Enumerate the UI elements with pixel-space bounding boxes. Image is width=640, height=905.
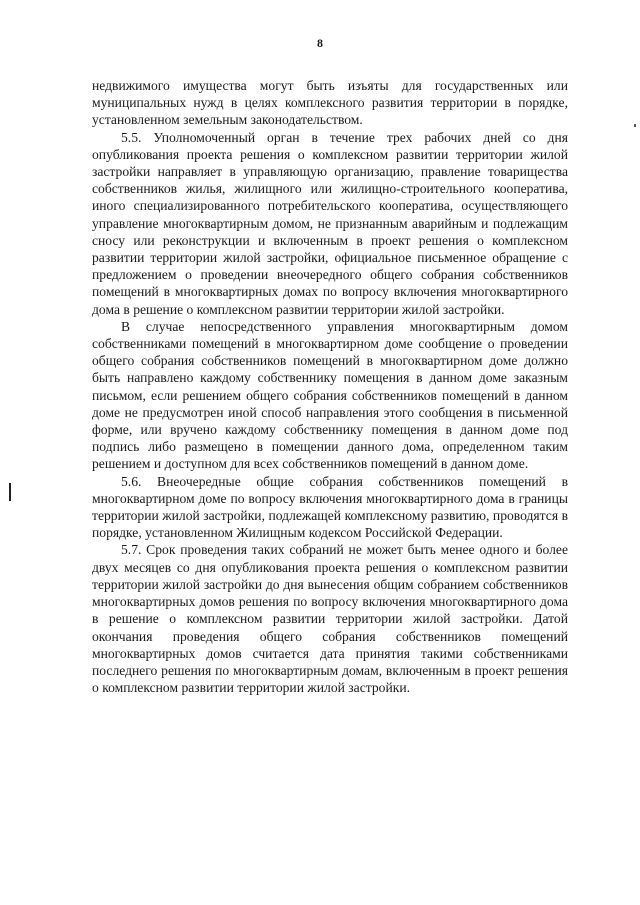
- paragraph-5-6: 5.6. Внеочередные общие собрания собственников помещений в многоквартирном доме по вопросу включения многоквартирного дома в границы территории жилой застройки, подлежащей комплексному развитию, проводятся в порядке, установленном Жилищным кодексом Российской Федерации.: [92, 473, 568, 541]
- paragraph-direct-management: В случае непосредственного управления многоквартирным домом собственниками помещений в многоквартирном доме сообщение о проведении общего собрания собственников помещений в многоквартирном доме должно быть направлено каждому собственнику помещения в данном доме заказным письмом, если решением общего собрания собственников помещений в данном доме не предусмотрен иной способ направления этого сообщения в письменной форме, или вручено каждому собственнику помещения в данном доме под подпись либо размещено в помещении данного дома, определенном таким решением и доступном для всех собственников помещений в данном доме.: [92, 318, 568, 472]
- paragraph-continuation: недвижимого имущества могут быть изъяты для государственных или муниципальных нужд в целях комплексного развития территории в порядке, установленном земельным законодательством.: [92, 78, 568, 128]
- margin-scan-mark: [9, 483, 11, 501]
- document-body: [92, 77, 568, 696]
- page-number: 8: [317, 36, 323, 50]
- margin-scan-mark-right: [634, 124, 636, 127]
- paragraph-5-7: 5.7. Срок проведения таких собраний не может быть менее одного и более двух месяцев со дня опубликования проекта решения о комплексном развитии территории жилой застройки до дня вынесения общим собранием собственников многоквартирных домов решения по вопросу включения многоквартирного дома в решение о комплексном развитии территории жилой застройки. Датой окончания проведения общего собрания собственников помещений многоквартирных домов считается дата принятия такими собственниками последнего решения по многоквартирным домам, включенным в проект решения о комплексном развитии территории жилой застройки.: [92, 542, 568, 696]
- paragraph-5-5: 5.5. Уполномоченный орган в течение трех рабочих дней со дня опубликования проекта решения о комплексном развитии территории жилой застройки направляет в управляющую организацию, правление товарищества собственников жилья, жилищного или жилищно-строительного кооператива, иного специализированного потребительского кооператива, осуществляющего управление многоквартирным домом, не признанным аварийным и подлежащим сносу или реконструкции и включенным в проект решения о комплексном развитии территории жилой застройки, официальное письменное обращение с предложением о проведении внеочередного общего собрания собственников помещений в многоквартирных домах по вопросу включения многоквартирного дома в решение о комплексном развитии территории жилой застройки.: [92, 129, 568, 317]
